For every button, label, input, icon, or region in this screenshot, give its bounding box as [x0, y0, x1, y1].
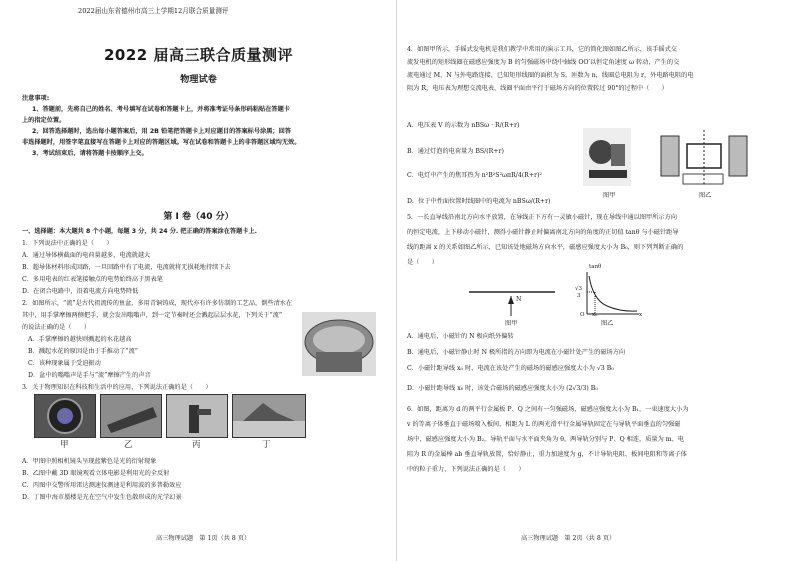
question-4-stem: 流电通过 M、N 与外电路连接，已知矩形线圈的面积为 S，匝数为 n，线圈总电阻为 r，外电路电阻的电 [407, 72, 694, 79]
photo-caption-ding: 丁 [262, 440, 271, 450]
radar-police-photo [166, 394, 228, 438]
question-3-option-c: C．丙图中交警所用雷达测速仪测速是利用波的多普勒效应 [22, 482, 182, 489]
part-heading: 一、选择题：本大题共 8 个小题，每题 3 分，共 24 分. 把正确的答案涂在答题卡上. [22, 228, 257, 235]
question-4-option-b: B．通过灯泡的电荷量为 BS/(R+r) [407, 148, 504, 155]
question-1-option-c: C．多用电表的红表笔接触点的电势始终高于黑表笔 [22, 276, 163, 283]
question-3-option-d: D．丁图中海市蜃楼是光在空气中发生色散形成的光学幻景 [22, 494, 182, 501]
question-5-stem: 是（ ） [407, 259, 438, 266]
question-1-option-b: B．超导体材料形成回路，一旦回路中有了电流，电流就将无损耗地持续下去 [22, 264, 231, 271]
graph-axis-y: tanθ [589, 264, 602, 270]
notice-line: 上的指定位置。 [22, 117, 66, 124]
exam-subtitle: 物理试卷 [180, 74, 217, 85]
question-6-line: 场中，磁感应强度大小为 B₂，导轨平面与水平面夹角为 θ，两导轨分别与 P、Q 相连，质量为 m、电 [407, 436, 685, 443]
question-5-option-b: B．通电后，小磁针静止时 N 极所指的方向即为电流在小磁针处产生的磁场方向 [407, 349, 626, 356]
section-title: 第 Ⅰ 卷（40 分） [163, 212, 234, 222]
question-4-option-a: A．电压表 V 的示数为 nBSω · R/(R+r) [407, 122, 520, 129]
question-2-option-b: B．溅起水花的原因是由于手推动了“流” [28, 348, 138, 355]
question-2-stem: 2．如图所示，“流”是古代祖流传的鱼盆，多用青铜铸成，现代亦有许多仿制的工艺品，倒些清水在 [22, 300, 293, 307]
question-5-stem: 的恒定电流，上下移动小磁针，测得小磁针静止时偏离南北方向的角度的正切值 tanθ 与小磁针距导 [407, 229, 679, 236]
photo-caption-bing: 丙 [192, 440, 201, 450]
question-6-line: v 的等离子体垂直于磁场喷入板间，相距为 L 的两光滑平行金属导轨固定在与导轨平面垂直的匀强磁 [407, 421, 681, 428]
page-footer: 高三物理试题 第 2页（共 8 页） [521, 535, 616, 542]
3d-glasses-photo [100, 394, 162, 438]
notice-line: 2、回答选择题时，选出每小题答案后，用 2B 铅笔把答题卡上对应题目的答案标号涂黑；回答 [32, 128, 291, 135]
photo-caption-jia: 甲 [60, 440, 69, 450]
generator-photo [583, 128, 631, 186]
question-4-stem: 4．如图甲所示，手摇式发电机是我们教学中常用的演示工具，它的简化图如图乙所示，该手摇式交 [407, 46, 677, 53]
exam-header: 2022届山东省德州市高三上学期12月联合质量测评 [78, 7, 229, 15]
figure-label: 图甲 [603, 192, 616, 199]
figure-label: 图乙 [601, 320, 614, 327]
question-5-option-c: C．小磁针距导线 x₀ 时，电流在该处产生的磁场的磁感应强度大小为 √3 B₀ [407, 365, 614, 372]
needle-n-label: N [516, 296, 522, 303]
question-4-stem: 流发电机的矩形线圈在磁感应强度为 B 的匀强磁场中绕中轴线 OO′以恒定角速度 ω 转动，产生的交 [407, 59, 680, 66]
page-footer: 高三物理试题 第 1页（共 8 页） [156, 535, 251, 542]
question-4-option-d: D．位于中性面位置时线圈中的电流为 nBSω/(R+r) [407, 198, 551, 205]
question-1-option-d: D．在闭合电路中，沿着电流方向电势降低 [22, 288, 139, 295]
graph-x0: x₀ [592, 312, 598, 318]
graph-origin: O [580, 312, 585, 318]
question-1-stem: 1．下列说法中正确的是（ ） [22, 240, 113, 247]
question-4-stem: 阻为 R，电压表为理想交流电表，线圈平面由平行于磁场方向的位置转过 90°的过程中（ ） [407, 85, 668, 92]
question-2-stem: 其中，用手掌摩擦两侧把手，就会发出嗡嗡声，到一定节奏时还会溅起层层水花，下列关于“流” [22, 312, 283, 319]
question-2-stem: 的说法正确的是（ ） [22, 324, 91, 331]
notice-line: 3、考试结束后，请将答题卡按顺序上交。 [32, 150, 148, 157]
question-6-line: 中的粒子重力，下列说法正确的是（ ） [407, 466, 525, 473]
exam-title: 2022 届高三联合质量测评 [104, 46, 293, 64]
notice-line: 1、答题前，先将自己的姓名、考号填写在试卷和答题卡上，并将准考证号条形码粘贴在答题卡 [32, 106, 290, 113]
figure-label: 图乙 [699, 192, 712, 199]
question-5-option-d: D．小磁针距导线 x₀ 时，该处合磁场的磁感应强度大小为 (2√3/3) B₀ [407, 385, 598, 392]
question-4-option-c: C．电灯中产生的焦耳热为 n²B²S²ωπR/4(R+r)² [407, 172, 542, 179]
question-1-option-a: A．通过导体横截面的电荷量越多，电流就越大 [22, 252, 151, 259]
notice-line: 非选择题时，用签字笔直接写在答题卡上对应的答题区域。写在试卷和答题卡上的非答题区域均无效。 [22, 139, 301, 146]
question-2-option-d: D．盆中的嗡嗡声是手与“流”摩擦产生的声音 [28, 372, 151, 379]
question-5-option-a: A．通电后，小磁针的 N 极向纸外偏转 [407, 333, 514, 340]
graph-value-sqrt3: √3 [575, 286, 583, 292]
exam-page-2 [397, 0, 794, 561]
question-3-option-a: A．甲图中照相机镜头呈现蓝紫色是光的衍射现象 [22, 458, 157, 465]
figure-label: 图甲 [505, 320, 518, 327]
wire-needle-diagram [467, 282, 557, 322]
notice-title: 注意事项: [22, 95, 50, 102]
question-2-option-c: C．该种现象属于受迫振动 [28, 360, 101, 367]
photo-caption-yi: 乙 [124, 440, 133, 450]
question-6-line: 阻为 R 的金属棒 ab 垂直导轨放置，恰好静止，重力加速度为 g，不计导轨电阻、板间电阻和等离子体 [407, 451, 687, 458]
question-2-option-a: A．手掌摩擦的越快则溅起的水花越高 [28, 336, 132, 343]
question-6-line: 6．如图，距离为 d 的两平行金属板 P、Q 之间有一匀强磁场，磁感应强度大小为 B₁，一束速度大小为 [407, 406, 689, 413]
basin-photo [302, 312, 376, 376]
question-3-option-b: B．乙图中戴 3D 眼镜观看立体电影是利用光的全反射 [22, 470, 170, 477]
question-5-stem: 线的距离 x 的关系如图乙所示，已知该处地磁场方向水平，磁感应强度大小为 B₀，则下列判断正确的 [407, 244, 684, 251]
question-5-stem: 5．一长直导线沿南北方向水平放置，在导线正下方有一灵敏小磁针，现在导线中通以图甲所示方向 [407, 214, 677, 221]
camera-lens-photo [34, 394, 96, 438]
question-3-stem: 3．关于物理知识在科技和生活中的应用，下列说法正确的是（ ） [22, 384, 212, 391]
graph-value-3: 3 [577, 293, 581, 299]
mirage-photo [232, 394, 306, 438]
coil-diagram [659, 126, 749, 188]
graph-axis-x: x [639, 312, 643, 318]
